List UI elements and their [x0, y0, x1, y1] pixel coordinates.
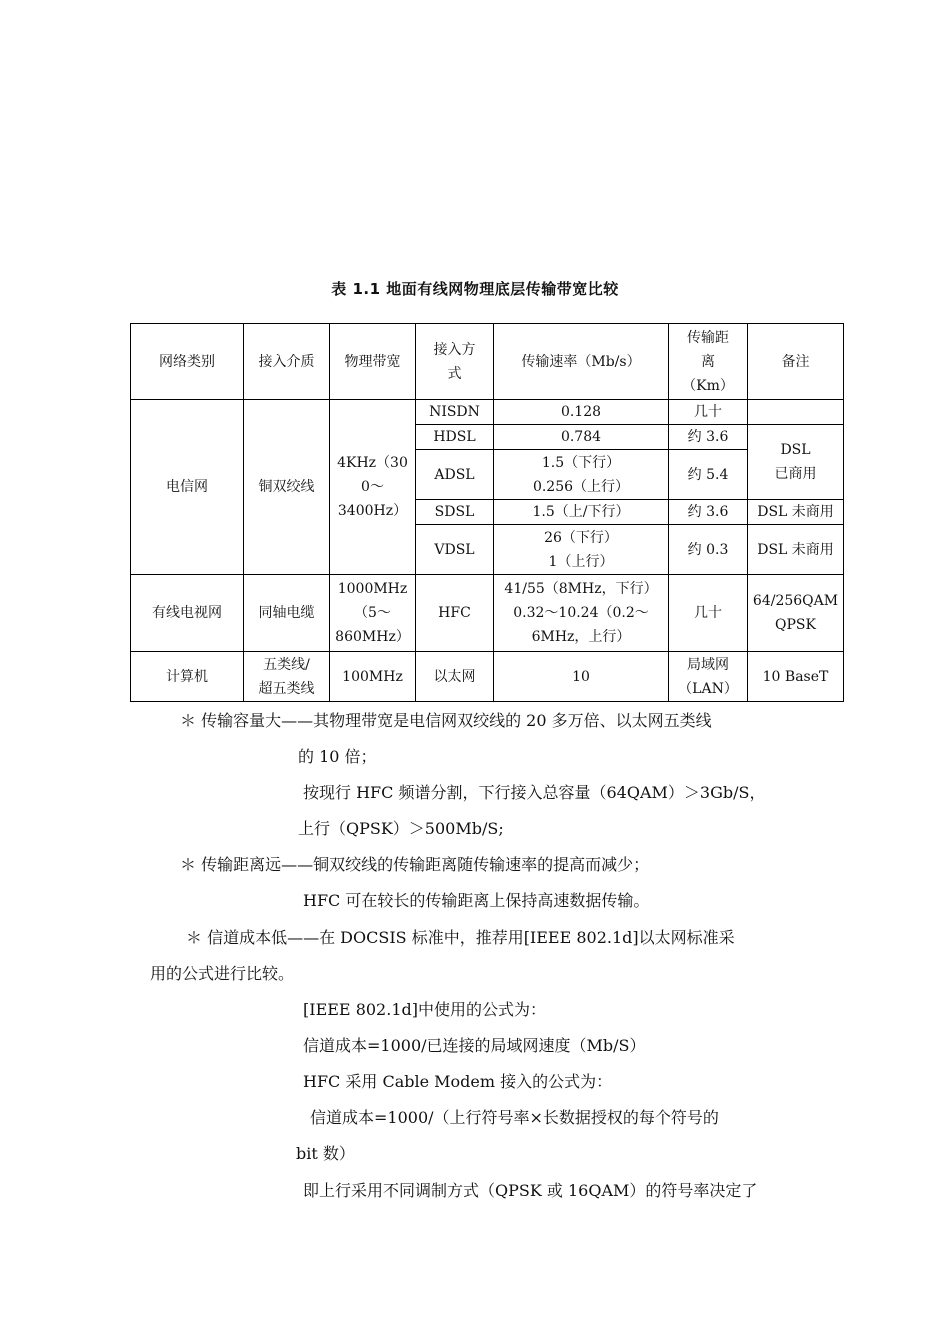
cell-rate: 1.5（下行） 0.256（上行） [494, 450, 669, 500]
cell-note: DSL 未商用 [748, 500, 844, 525]
cell-medium-telecom: 铜双绞线 [244, 400, 330, 575]
body-line: bit 数） [296, 1144, 355, 1163]
table-title: 表 1.1 地面有线网物理底层传输带宽比较 [331, 280, 619, 298]
cell-method: VDSL [416, 525, 494, 575]
body-line: 按现行 HFC 频谱分割，下行接入总容量（64QAM）＞3Gb/S， [303, 783, 766, 802]
cell-method: NISDN [416, 400, 494, 425]
header-remarks: 备注 [748, 324, 844, 400]
cell-distance: 几十 [669, 400, 748, 425]
cell-note-dsl-commercial: DSL 已商用 [748, 425, 844, 500]
cell-distance: 约 5.4 [669, 450, 748, 500]
cell-rate: 10 [494, 652, 669, 702]
table-header-row [131, 324, 844, 400]
cell-rate: 0.128 [494, 400, 669, 425]
cell-method: 以太网 [416, 652, 494, 702]
cell-distance: 约 0.3 [669, 525, 748, 575]
cell-distance: 约 3.6 [669, 500, 748, 525]
table-row [131, 400, 844, 425]
cell-category-telecom: 电信网 [131, 400, 244, 575]
body-line: ＊ 传输容量大——其物理带宽是电信网双绞线的 20 多万倍、以太网五类线 [180, 711, 712, 730]
header-transfer-rate: 传输速率（Mb/s） [494, 324, 669, 400]
cell-distance: 几十 [669, 575, 748, 652]
cell-note-empty [748, 400, 844, 425]
body-line: 的 10 倍； [298, 747, 377, 766]
body-line: [IEEE 802.1d]中使用的公式为： [303, 1000, 546, 1019]
header-network-category: 网络类别 [131, 324, 244, 400]
cell-medium-computer: 五类线/ 超五类线 [244, 652, 330, 702]
cell-medium-catv: 同轴电缆 [244, 575, 330, 652]
cell-distance: 局域网 （LAN） [669, 652, 748, 702]
cell-category-computer: 计算机 [131, 652, 244, 702]
table-row [131, 652, 844, 702]
cell-method: HFC [416, 575, 494, 652]
body-line: ＊ 信道成本低——在 DOCSIS 标准中，推荐用[IEEE 802.1d]以太网标准采 [186, 928, 735, 947]
cell-bandwidth-computer: 100MHz [330, 652, 416, 702]
cell-method: SDSL [416, 500, 494, 525]
cell-category-catv: 有线电视网 [131, 575, 244, 652]
header-access-method: 接入方 式 [416, 324, 494, 400]
header-access-medium: 接入介质 [244, 324, 330, 400]
cell-method: HDSL [416, 425, 494, 450]
header-physical-bandwidth: 物理带宽 [330, 324, 416, 400]
header-distance: 传输距 离 （Km） [669, 324, 748, 400]
body-line: HFC 采用 Cable Modem 接入的公式为： [303, 1072, 613, 1091]
bandwidth-comparison-table [130, 323, 844, 702]
cell-bandwidth-telecom: 4KHz（30 0～ 3400Hz） [330, 400, 416, 575]
cell-distance: 约 3.6 [669, 425, 748, 450]
cell-note: DSL 未商用 [748, 525, 844, 575]
body-line: HFC 可在较长的传输距离上保持高速数据传输。 [303, 891, 650, 910]
cell-rate: 0.784 [494, 425, 669, 450]
cell-method: ADSL [416, 450, 494, 500]
body-line: 上行（QPSK）＞500Mb/S; [298, 819, 504, 838]
cell-note: 10 BaseT [748, 652, 844, 702]
table-row [131, 575, 844, 652]
body-line: 用的公式进行比较。 [150, 964, 295, 983]
cell-rate: 41/55（8MHz，下行） 0.32～10.24（0.2～ 6MHz，上行） [494, 575, 669, 652]
body-line: 信道成本=1000/已连接的局域网速度（Mb/S） [303, 1036, 646, 1055]
cell-bandwidth-catv: 1000MHz （5～ 860MHz） [330, 575, 416, 652]
cell-rate: 26（下行） 1（上行） [494, 525, 669, 575]
body-line: ＊ 传输距离远——铜双绞线的传输距离随传输速率的提高而减少； [180, 855, 650, 874]
body-line: 即上行采用不同调制方式（QPSK 或 16QAM）的符号率决定了 [303, 1181, 758, 1200]
cell-note: 64/256QAM QPSK [748, 575, 844, 652]
body-line: 信道成本=1000/（上行符号率×长数据授权的每个符号的 [310, 1108, 719, 1127]
cell-rate: 1.5（上/下行） [494, 500, 669, 525]
